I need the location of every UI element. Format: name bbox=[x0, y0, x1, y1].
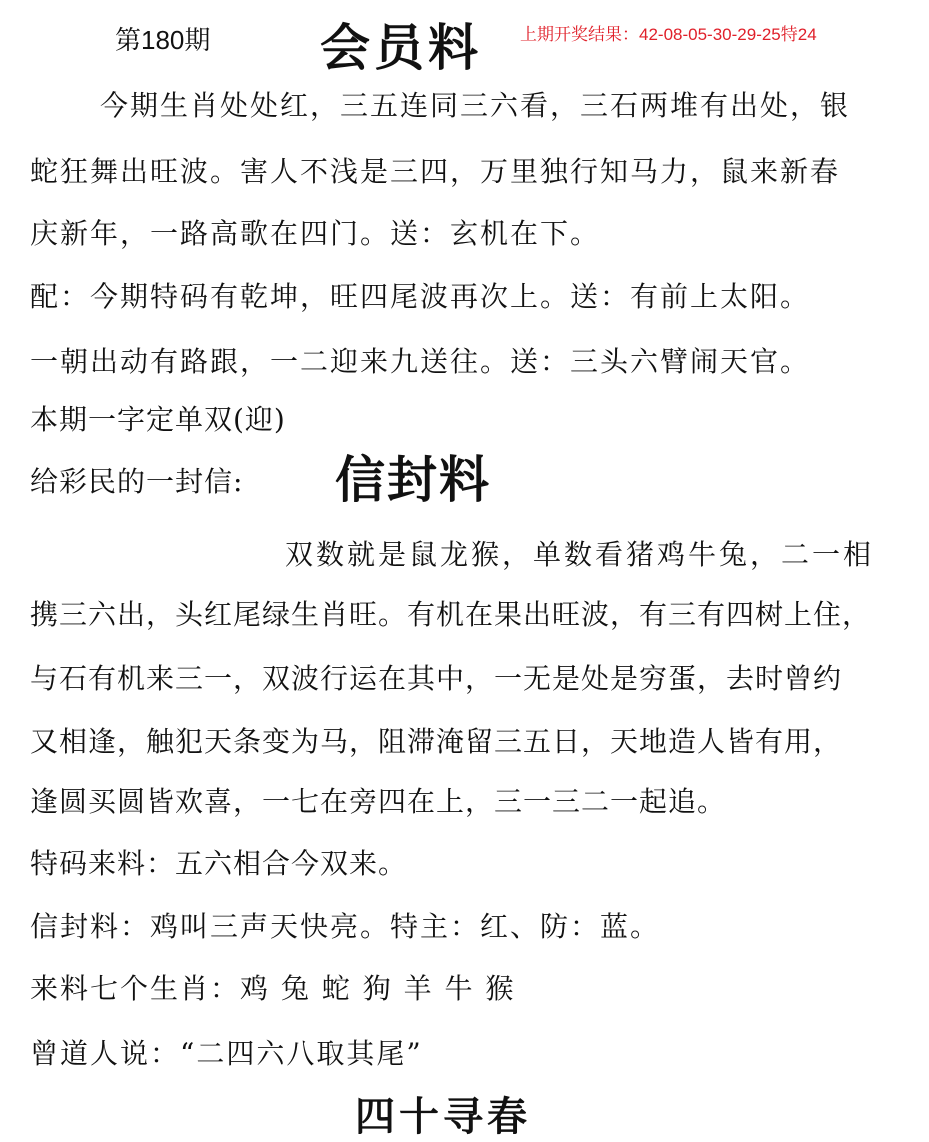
last-draw-result: 上期开奖结果：42-08-05-30-29-25特24 bbox=[520, 25, 817, 44]
letter-line-2: 携三六出，头红尾绿生肖旺。有机在果出旺波，有三有四树上住， bbox=[30, 598, 872, 631]
letter-line-3: 与石有机来三一，双波行运在其中，一无是处是穷蛋，去时曾约 bbox=[30, 662, 843, 695]
letter-line-5: 逢圆买圆皆欢喜，一七在旁四在上，三一三二一起追。 bbox=[30, 785, 727, 818]
letter-title: 信封料 bbox=[335, 450, 491, 509]
letter-line-4: 又相逢，触犯天条变为马，阻滞淹留三五日，天地造人皆有用， bbox=[30, 725, 843, 758]
page-title: 会员料 bbox=[320, 18, 482, 77]
footer-title: 四十寻春 bbox=[355, 1093, 531, 1140]
zodiac-line: 来料七个生肖：鸡 兔 蛇 狗 羊 牛 猴 bbox=[30, 972, 516, 1005]
odd-even-line: 本期一字定单双(迎) bbox=[30, 403, 286, 436]
special-number-line: 特码来料：五六相合今双来。 bbox=[30, 847, 408, 880]
issue-number: 第180期 bbox=[115, 25, 211, 55]
poem-line-3: 庆新年，一路高歌在四门。送：玄机在下。 bbox=[30, 217, 601, 250]
letter-material-line: 信封料：鸡叫三声天快亮。特主：红、防：蓝。 bbox=[30, 910, 661, 943]
pei-line: 配：今期特码有乾坤，旺四尾波再次上。送：有前上太阳。 bbox=[30, 280, 811, 313]
letter-intro: 给彩民的一封信: bbox=[30, 465, 244, 498]
zeng-quote-line: 曾道人说：“二四六八取其尾” bbox=[30, 1037, 423, 1070]
poem-line-2: 蛇狂舞出旺波。害人不浅是三四，万里独行知马力，鼠来新春 bbox=[30, 155, 841, 188]
yichao-line: 一朝出动有路跟，一二迎来九送往。送：三头六臂闹天官。 bbox=[30, 345, 811, 378]
poem-line-1: 今期生肖处处红，三五连同三六看，三石两堆有出处，银 bbox=[100, 89, 851, 122]
letter-line-1: 双数就是鼠龙猴，单数看猪鸡牛兔，二一相 bbox=[285, 538, 875, 571]
